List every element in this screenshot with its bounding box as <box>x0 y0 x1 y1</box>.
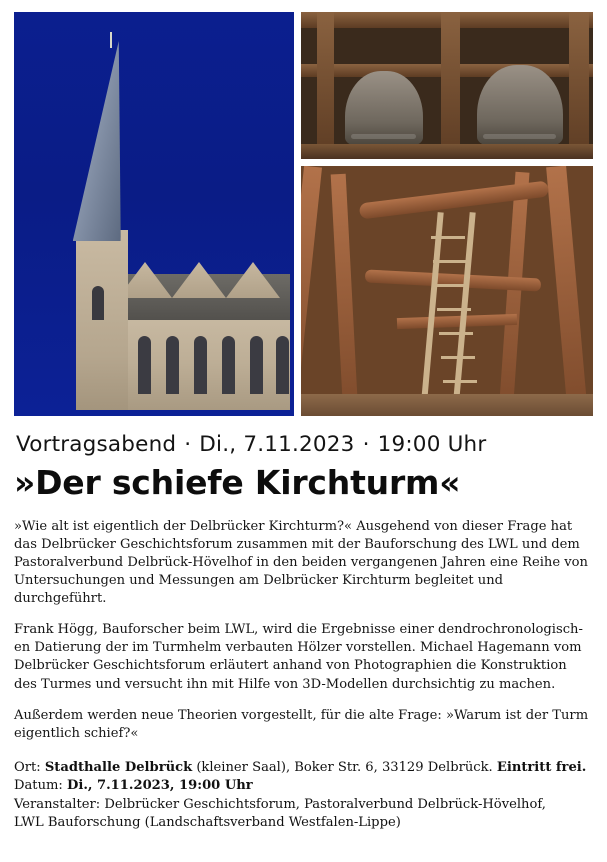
organizer-names: Delbrücker Geschichtsforum, Pastoralverbund Delbrück-Hövelhof, <box>104 796 546 812</box>
roof-rafter <box>301 166 322 416</box>
ladder-rung <box>433 260 467 263</box>
spire-tip <box>110 32 112 48</box>
location-line <box>14 759 593 778</box>
date-value: Di., 7.11.2023, 19:00 Uhr <box>67 778 253 794</box>
roof-rafter <box>498 172 529 416</box>
event-details <box>14 759 593 833</box>
ladder-rung <box>431 236 465 239</box>
right-photo-column <box>301 12 593 416</box>
paragraph: Frank Högg, Bauforscher beim LWL, wird die Ergebnisse einer dendrochronologisch-en Datierung der im Turmhelm verbauten Hölzer vorstellen. Michael Hagemann vom Delbrücker Geschichtsforum erläutert anhand von Photographien die Konstruktion des Turmes und versucht ihn mit Hilfe von 3D-Modellen durchsichtig zu machen. <box>14 622 583 692</box>
vertical-post <box>317 12 334 159</box>
church-exterior-photo <box>14 12 294 416</box>
roof-structure-photo <box>301 166 593 416</box>
tower-window <box>92 286 104 320</box>
church-window <box>250 336 263 394</box>
image-band <box>14 12 593 416</box>
kicker-time: 19:00 Uhr <box>377 432 487 457</box>
kicker-separator: · <box>362 432 370 457</box>
church-window <box>276 336 289 394</box>
church-window <box>138 336 151 394</box>
paragraph: »Wie alt ist eigentlich der Delbrücker Kirchturm?« Ausgehend von dieser Frage hat das Delbrücker Geschichtsforum zusammen mit der Bauforschung des LWL und dem Pastoralverbund Delbrück-Hövelhof in den beiden vergangenen Jahren eine Reihe von Untersuchungen und Messungen am Delbrücker Kirchturm begleitet und durchgeführt. <box>14 519 588 607</box>
date-label: Datum: <box>14 778 63 794</box>
ladder-rung <box>439 332 473 335</box>
organizer-line <box>14 796 593 815</box>
location-address: (kleiner Saal), Boker Str. 6, 33129 Delbrück. <box>196 759 493 775</box>
kicker-label: Vortragsabend <box>16 432 177 457</box>
roof-rafter <box>330 174 358 416</box>
bell <box>477 65 563 145</box>
church-tower <box>76 230 128 410</box>
location-venue: Stadthalle Delbrück <box>44 759 193 775</box>
event-kicker <box>16 432 593 457</box>
ladder-rung <box>441 356 475 359</box>
organizer-line-2: LWL Bauforschung (Landschaftsverband Westfalen-Lippe) <box>14 815 401 831</box>
page-title: »Der schiefe Kirchturm« <box>14 463 461 502</box>
church-window <box>194 336 207 394</box>
date-line <box>14 777 593 796</box>
description-text <box>14 518 593 743</box>
attic-floor <box>301 394 593 416</box>
bell <box>345 71 423 145</box>
church-window <box>166 336 179 394</box>
ladder-rail <box>420 212 443 412</box>
paragraph: Außerdem werden neue Theorien vorgestellt, für die alte Frage: »Warum ist der Turm eigentlich schief?« <box>14 707 589 741</box>
kicker-date: Di., 7.11.2023 <box>199 432 355 457</box>
kicker-separator: · <box>184 432 192 457</box>
bells-photo <box>301 12 593 159</box>
ladder-rung <box>435 284 469 287</box>
church-window <box>222 336 235 394</box>
location-label: Ort: <box>14 759 41 775</box>
ladder-rung <box>437 308 471 311</box>
roof-rafter <box>546 166 588 416</box>
vertical-post <box>569 12 589 159</box>
organizer-label: Veranstalter: <box>14 796 101 812</box>
vertical-post <box>441 12 460 159</box>
collar-beam <box>396 314 516 329</box>
floor-beam <box>301 144 593 159</box>
admission-note: Eintritt frei. <box>496 759 587 775</box>
ladder-rung <box>443 380 477 383</box>
